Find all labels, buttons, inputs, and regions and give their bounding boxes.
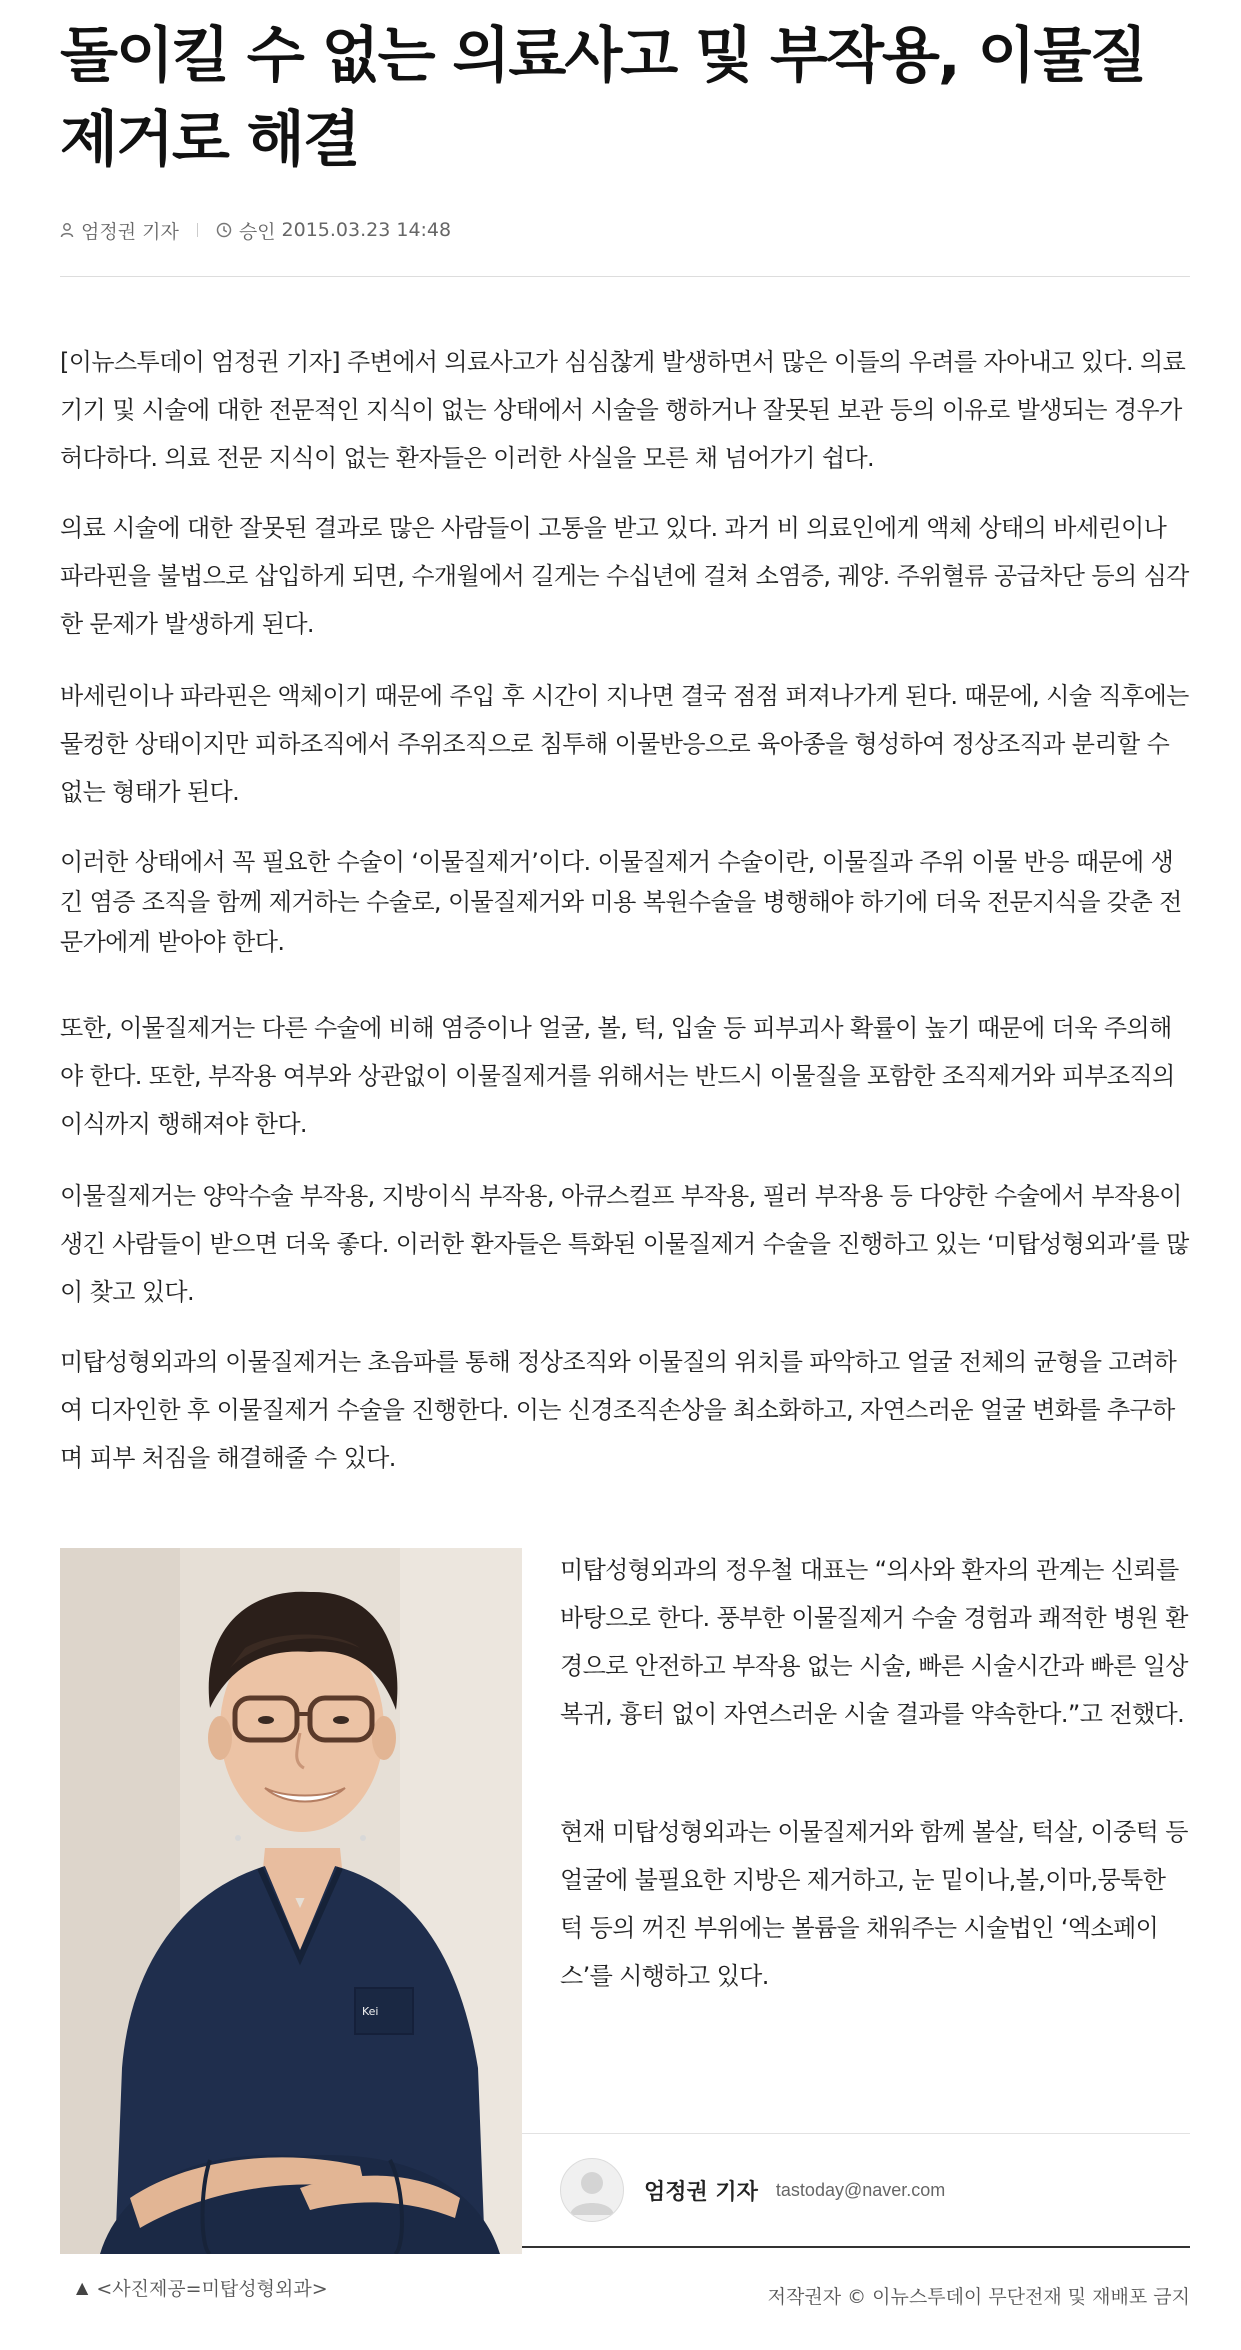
side-paragraph: 미탑성형외과의 정우철 대표는 “의사와 환자의 관계는 신뢰를 바탕으로 한다. 풍부한 이물질제거 수술 경험과 쾌적한 병원 환경으로 안전하고 부작용 없는 시술, 빠른 시술시간과 빠른 일상 복귀, 흉터 없이 자연스러운 시술 결과를 약속한다.”고 전했다.	[560, 1556, 1188, 1728]
approval-meta	[216, 217, 451, 244]
caption-text: <사진제공=미탑성형외과>	[96, 2278, 328, 2300]
clock-icon	[216, 222, 232, 238]
article-paragraph: 이러한 상태에서 꼭 필요한 수술이 ‘이물질제거’이다. 이물질제거 수술이란, 이물질과 주위 이물 반응 때문에 생긴 염증 조직을 함께 제거하는 수술로, 이물질제거와 미용 복원수술을 병행해야 하기에 더욱 전문지식을 갖춘 전문가에게 받아야 한다.	[60, 848, 1182, 956]
article-paragraph: 또한, 이물질제거는 다른 수술에 비해 염증이나 얼굴, 볼, 턱, 입술 등 피부괴사 확률이 높기 때문에 더욱 주의해야 한다. 또한, 부작용 여부와 상관없이 이물질제거를 위해서는 반드시 이물질을 포함한 조직제거와 피부조직의 이식까지 행해져야 한다.	[60, 1014, 1175, 1138]
article-meta	[60, 216, 451, 244]
footer-rule	[522, 2246, 1190, 2248]
side-paragraph: 현재 미탑성형외과는 이물질제거와 함께 볼살, 턱살, 이중턱 등 얼굴에 불필요한 지방은 제거하고, 눈 밑이나,볼,이마,뭉툭한 턱 등의 꺼진 부위에는 볼륨을 채워주는 시술법인 ‘엑소페이스’를 시행하고 있다.	[560, 1818, 1188, 1990]
article-paragraph: 이물질제거는 양악수술 부작용, 지방이식 부작용, 아큐스컬프 부작용, 필러 부작용 등 다양한 수술에서 부작용이 생긴 사람들이 받으면 더욱 좋다. 이러한 환자들은 특화된 이물질제거 수술을 진행하고 있는 ‘미탑성형외과’를 많이 찾고 있다.	[60, 1182, 1189, 1306]
copyright-notice: 저작권자 © 이뉴스투데이 무단전재 및 재배포 금지	[767, 2286, 1190, 2308]
approval-label: 승인	[238, 220, 276, 243]
article-paragraph: 미탑성형외과의 이물질제거는 초음파를 통해 정상조직와 이물질의 위치를 파악하고 얼굴 전체의 균형을 고려하여 디자인한 후 이물질제거 수술을 진행한다. 이는 신경조직손상을 최소화하고, 자연스러운 얼굴 변화를 추구하며 피부 처짐을 해결해줄 수 있다.	[60, 1348, 1177, 1472]
article-paragraph: [이뉴스투데이 엄정권 기자] 주변에서 의료사고가 심심찮게 발생하면서 많은 이들의 우려를 자아내고 있다. 의료기기 및 시술에 대한 전문적인 지식이 없는 상태에서 시술을 행하거나 잘못된 보관 등의 이유로 발생되는 경우가 허다하다. 의료 전문 지식이 없는 환자들은 이러한 사실을 모른 채 넘어가기 쉽다.	[60, 348, 1186, 472]
article-paragraph: 바세린이나 파라핀은 액체이기 때문에 주입 후 시간이 지나면 결국 점점 퍼져나가게 된다. 때문에, 시술 직후에는 물컹한 상태이지만 피하조직에서 주위조직으로 침투해 이물반응으로 육아종을 형성하여 정상조직과 분리할 수 없는 형태가 된다.	[60, 682, 1189, 806]
meta-divider	[197, 223, 198, 237]
reporter-divider	[522, 2133, 1190, 2134]
article-paragraph: 의료 시술에 대한 잘못된 결과로 많은 사람들이 고통을 받고 있다. 과거 비 의료인에게 액체 상태의 바세린이나 파라핀을 불법으로 삽입하게 되면, 수개월에서 길게는 수십년에 걸쳐 소염증, 궤양. 주위혈류 공급차단 등의 심각한 문제가 발생하게 된다.	[60, 514, 1189, 638]
user-icon	[60, 222, 74, 238]
reporter-email[interactable]: tastoday@naver.com	[775, 2179, 946, 2200]
caption-marker-icon: ▲	[76, 2278, 89, 2297]
reporter-name[interactable]: 엄정권 기자	[644, 2179, 758, 2205]
approval-datetime: 2015.03.23 14:48	[281, 219, 452, 241]
doctor-photo	[60, 1548, 522, 2254]
article-title: 돌이킬 수 없는 의료사고 및 부작용, 이물질제거로 해결	[60, 21, 1146, 175]
svg-text:Kei: Kei	[362, 2005, 379, 2018]
author-meta[interactable]	[60, 217, 179, 244]
photo-caption	[76, 2274, 328, 2301]
reporter-box[interactable]	[560, 2158, 945, 2222]
header-divider	[60, 276, 1190, 277]
avatar-icon	[560, 2158, 624, 2222]
author-name: 엄정권 기자	[81, 220, 179, 243]
